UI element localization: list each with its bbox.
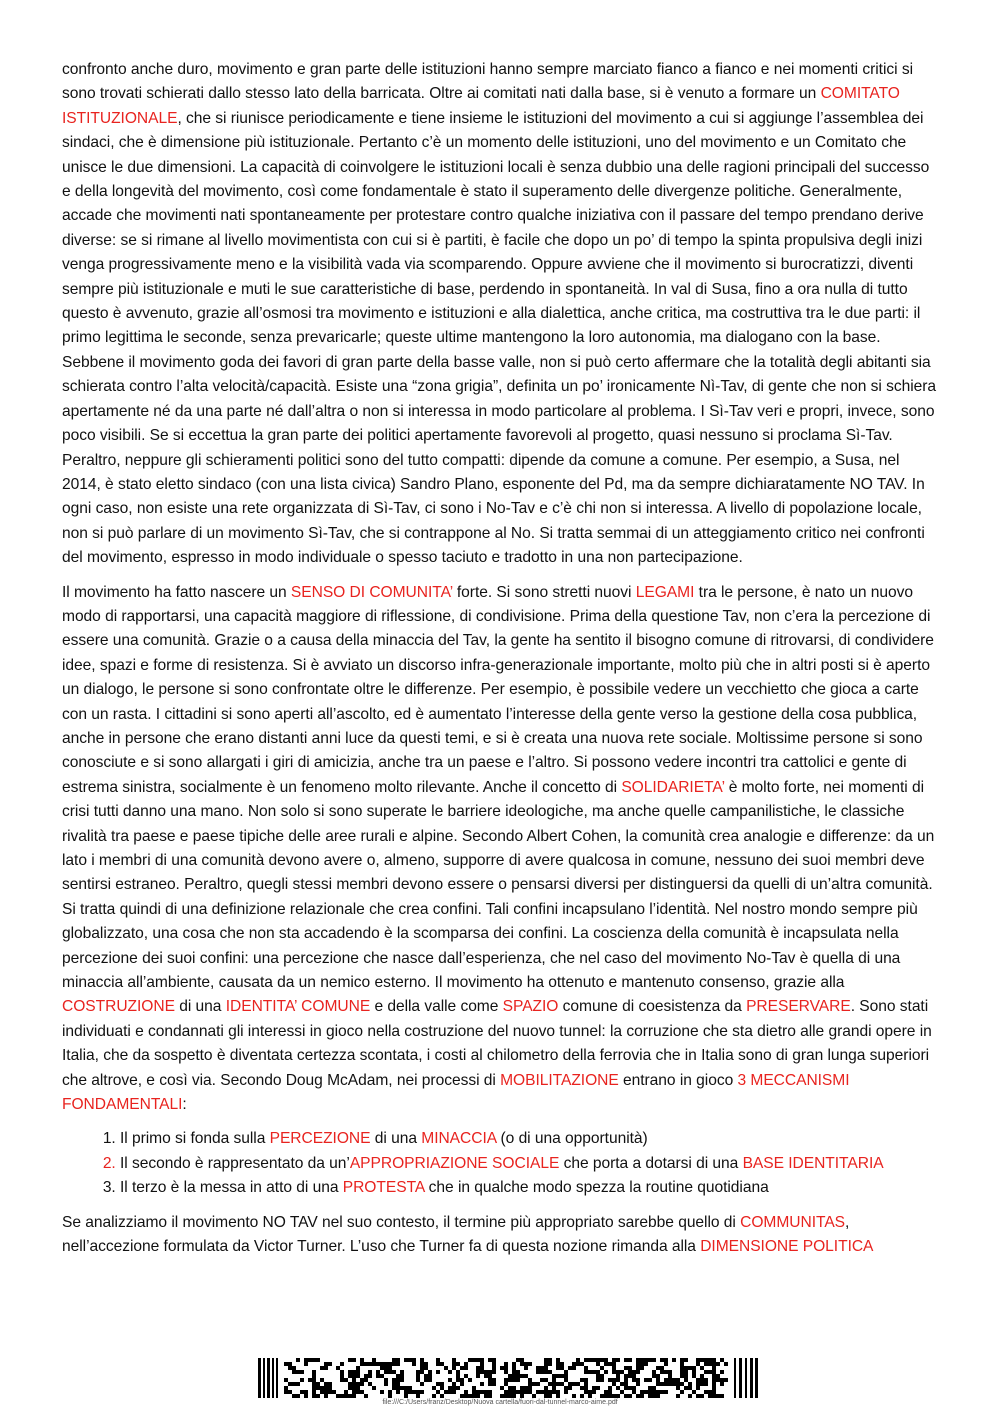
- list-item: 2. Il secondo è rappresentato da un’APPROPRIAZIONE SOCIALE che porta a dotarsi di una BASE IDENTITARIA: [120, 1152, 940, 1176]
- page-footer: [0, 1352, 1000, 1412]
- highlighted-term: PERCEZIONE: [269, 1130, 371, 1148]
- highlighted-term: COMMUNITAS: [740, 1213, 846, 1231]
- paragraph-community: Il movimento ha fatto nascere un SENSO DI COMUNITA’ forte. Si sono stretti nuovi LEGAMI tra le persone, è nato un nuovo modo di rapportarsi, una capacità maggiore di riflessione, di condivisione. Prima della questione Tav, non c’era la percezione di essere una comunità. Grazie o a causa della minaccia del Tav, la gente ha sentito il bisogno comune di ritrovarsi, di condividere idee, spazi e forme di resistenza. Si è avviato un discorso infra-generazionale importante, molto più che in altri posti si è aperto un dialogo, le persone si sono confrontate oltre le differenze. Per esempio, è possibile vedere un vecchietto che gioca a carte con un rasta. I cittadini si sono aperti all’ascolto, ed è aumentato l’interesse della gente verso la gestione della cosa pubblica, anche in persone che erano distanti anni luce da questi temi, e si è creata una nuova rete sociale. Moltissime persone si sono conosciute e si sono allargati i giri di amicizia, anche tra un paese e l’altro. Si possono vedere incontri tra cattolici e gente di estrema sinistra, socialmente è un fenomeno molto rilevante. Anche il concetto di SOLIDARIETA’ è molto forte, nei momenti di crisi tutti danno una mano. Non solo si sono superate le barriere ideologiche, ma anche quelle campanilistiche, le classiche rivalità tra paese e paese tipiche delle aree rurali e alpine. Secondo Albert Cohen, la comunità crea analogie e differenze: da un lato i membri di una comunità devono avere o, almeno, supporre di avere qualcosa in comune, nessuno dei suoi membri deve sentirsi estraneo. Peraltro, quegli stessi membri devono essere o pensarsi diversi per distinguersi da quelli di un’altra comunità. Si tratta quindi di una definizione relazionale che crea confini. Tali confini incapsulano l’identità. Nel nostro mondo sempre più globalizzato, una cosa che non sta accadendo è la scomparsa dei confini. La coscienza della comunità è incapsulata nella percezione dei suoi confini: una percezione che nasce dall’esperienza, che nel caso del movimento No-Tav è quella di una minaccia all’ambiente, causata da un nemico esterno. Il movimento ha ottenuto e mantenuto consenso, grazie alla COSTRUZIONE di una IDENTITA’ COMUNE e della valle come SPAZIO comune di coesistenza da PRESERVARE. Sono stati individuati e condannati gli interessi in gioco nella costruzione del nuovo tunnel: la corruzione che sta dietro alle grandi opere in Italia, che da sospetto è diventata certezza scontata, i costi al chilometro della ferrovia che in Italia sono di gran lunga superiori che altrove, e così via. Secondo Doug McAdam, nei processi di MOBILITAZIONE entrano in gioco 3 MECCANISMI FONDAMENTALI:: [62, 583, 935, 1114]
- paragraph-communitas: Se analizziamo il movimento NO TAV nel suo contesto, il termine più appropriato sarebbe quello di COMMUNITAS, nell’accezione formulata da Victor Turner. L’uso che Turner fa di questa nozione rimanda alla DIMENSIONE POLITICA: [62, 1213, 874, 1256]
- file-path-label: file:///C:/Users/franz/Desktop/Nuova cartella/fuori-dal-tunnel-marco-aime.pdf: [382, 1399, 618, 1406]
- highlighted-term: IDENTITA’ COMUNE: [225, 998, 371, 1016]
- highlighted-term: LEGAMI: [635, 583, 695, 601]
- highlighted-term: SENSO DI COMUNITA’: [290, 583, 453, 601]
- highlighted-term: 3 MECCANISMI FONDAMENTALI: [62, 1071, 850, 1114]
- highlighted-term: COMITATO ISTITUZIONALE: [62, 85, 900, 127]
- list-item: 3. Il terzo è la messa in atto di una PROTESTA che in qualche modo spezza la routine quotidiana: [120, 1176, 940, 1200]
- highlighted-term: DIMENSIONE POLITICA: [700, 1238, 874, 1256]
- barcode-image: [258, 1358, 758, 1398]
- highlighted-term: MOBILITAZIONE: [500, 1071, 619, 1089]
- highlighted-term: PROTESTA: [342, 1179, 425, 1197]
- highlighted-term: SPAZIO: [502, 998, 559, 1016]
- mechanisms-list: [62, 1127, 940, 1200]
- list-item: 1. Il primo si fonda sulla PERCEZIONE di una MINACCIA (o di una opportunità): [120, 1127, 940, 1151]
- highlighted-term: MINACCIA: [421, 1130, 497, 1148]
- highlighted-term: COSTRUZIONE: [62, 998, 175, 1016]
- document-page: [62, 58, 940, 1270]
- highlighted-term: PRESERVARE: [746, 998, 851, 1016]
- highlighted-term: BASE IDENTITARIA: [742, 1154, 884, 1172]
- highlighted-term: SOLIDARIETA’: [621, 778, 725, 796]
- highlighted-term: APPROPRIAZIONE SOCIALE: [349, 1154, 560, 1172]
- paragraph-institutions: confronto anche duro, movimento e gran parte delle istituzioni hanno sempre marciato fianco a fianco e nei momenti critici si sono trovati schierati dallo stesso lato della barricata. Oltre ai comitati nati dalla base, si è venuto a formare un COMITATO ISTITUZIONALE, che si riunisce periodicamente e tiene insieme le istituzioni del movimento a cui si aggiunge l’assemblea dei sindaci, che è dimensione più istituzionale. Pertanto c’è un momento delle istituzioni, uno del movimento e un Comitato che unisce le due dimensioni. La capacità di coinvolgere le istituzioni locali è senza dubbio una delle ragioni principali del successo e della longevità del movimento, così come fondamentale è stato il superamento delle divergenze politiche. Generalmente, accade che movimenti nati spontaneamente per protestare contro qualche iniziativa con il passare del tempo prendano derive diverse: se si rimane al livello movimentista con cui si è partiti, è facile che dopo un po’ di tempo la spinta propulsiva degli inizi venga progressivamente meno e la visibilità vada via scomparendo. Oppure avviene che il movimento si burocratizzi, diventi sempre più istituzionale e muti le sue caratteristiche di base, perdendo in spontaneità. In val di Susa, fino a ora nulla di tutto questo è avvenuto, grazie all’osmosi tra movimento e istituzioni e alla dialettica, anche critica, ma costruttiva tra le due parti: il primo legittima le seconde, senza prevaricarle; queste ultime mantengono la loro autonomia, ma dialogano con la base. Sebbene il movimento goda dei favori di gran parte della basse valle, non si può certo affermare che la totalità degli abitanti sia schierata contro l’alta velocità/capacità. Esiste una “zona grigia”, definita un po’ ironicamente Nì-Tav, di gente che non si schiera apertamente né da una parte né dall’altra o non si interessa in modo particolare al problema. I Sì-Tav veri e propri, invece, sono poco visibili. Se si eccettua la gran parte dei politici apertamente favorevoli al progetto, quasi nessuno si proclama Sì-Tav. Peraltro, neppure gli schieramenti politici sono del tutto compatti: dipende da comune a comune. Per esempio, a Susa, nel 2014, è stato eletto sindaco (con una lista civica) Sandro Plano, esponente del Pd, ma da sempre dichiaratamente NO TAV. In ogni caso, non esiste una rete organizzata di Sì-Tav, ci sono i No-Tav e c’è chi non si interessa. A livello di popolazione locale, non si può parlare di un movimento Sì-Tav, che si contrappone al No. Si tratta semmai di un atteggiamento critico nei confronti del movimento, espresso in modo individuale o spesso taciuto e tradotto in una non partecipazione.: [62, 61, 937, 567]
